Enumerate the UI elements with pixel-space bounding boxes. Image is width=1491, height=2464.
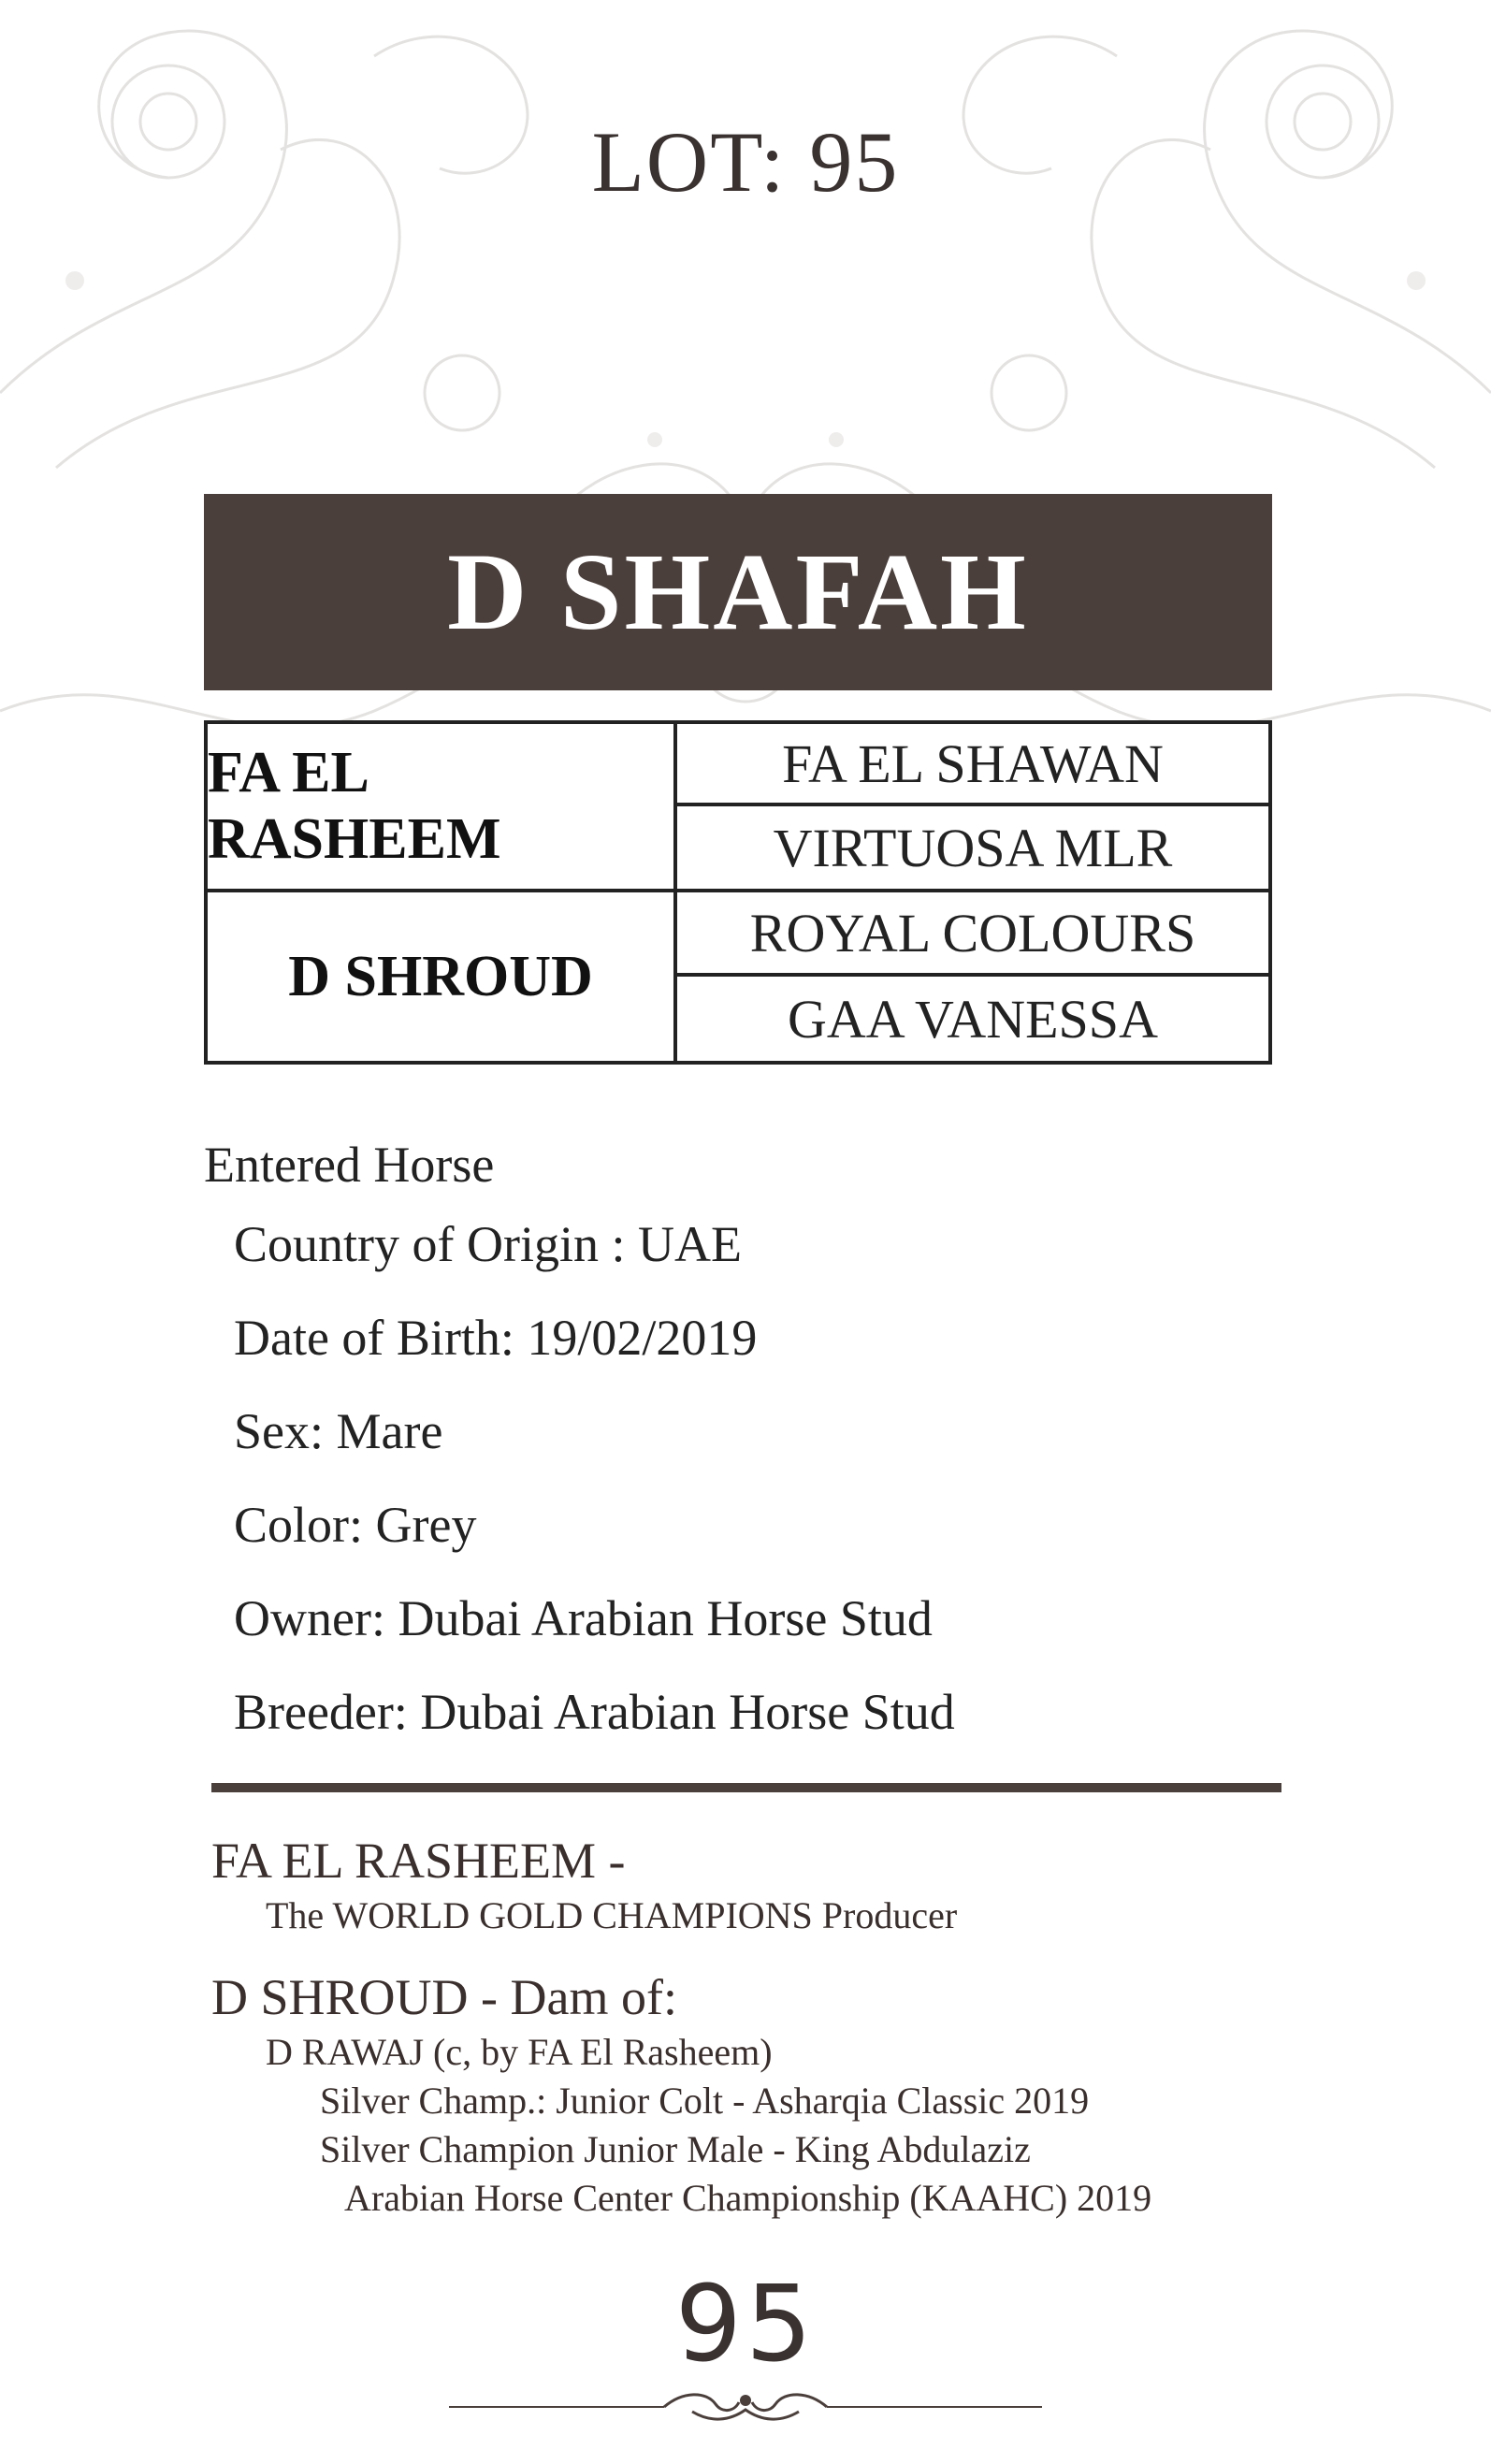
pedigree-sire-sire: FA EL SHAWAN	[677, 724, 1268, 806]
pedigree-notes	[211, 1830, 1334, 2223]
sex: Sex: Mare	[234, 1403, 443, 1459]
owner: Owner: Dubai Arabian Horse Stud	[234, 1590, 933, 1646]
page-number: 95	[674, 2264, 817, 2385]
pedigree-sire-dam: VIRTUOSA MLR	[773, 817, 1173, 878]
pedigree-sire: FA EL RASHEEM	[208, 724, 677, 892]
offspring-result-2-line-1: Silver Champion Junior Male - King Abdulaziz	[320, 2128, 1031, 2170]
country-of-origin: Country of Origin : UAE	[234, 1216, 742, 1272]
details-heading: Entered Horse	[204, 1137, 495, 1193]
sire-note-text: The WORLD GOLD CHAMPIONS Producer	[266, 1894, 958, 1936]
pedigree-dam-sire: ROYAL COLOURS	[677, 892, 1268, 977]
pedigree-sire-parents	[677, 724, 1268, 892]
pedigree-table	[204, 720, 1272, 1065]
pedigree-dam-parents	[677, 892, 1268, 1061]
flourish-ornament-icon	[449, 2384, 1042, 2430]
breeder: Breeder: Dubai Arabian Horse Stud	[234, 1684, 955, 1740]
offspring-result-1: Silver Champ.: Junior Colt - Asharqia Classic 2019	[320, 2080, 1090, 2122]
offspring-name: D RAWAJ (c, by FA El Rasheem)	[266, 2031, 773, 2073]
color: Color: Grey	[234, 1497, 477, 1553]
lot-number-title: LOT: 95	[591, 114, 900, 210]
sire-note-title: FA EL RASHEEM -	[211, 1833, 626, 1889]
pedigree-dam: D SHROUD	[208, 892, 677, 1061]
pedigree-dam-dam: GAA VANESSA	[788, 988, 1158, 1050]
horse-details	[204, 1132, 1272, 1759]
horse-name-banner: D SHAFAH	[204, 494, 1272, 690]
section-divider	[211, 1783, 1281, 1792]
dam-note-title: D SHROUD - Dam of:	[211, 1969, 677, 2025]
date-of-birth: Date of Birth: 19/02/2019	[234, 1310, 758, 1366]
offspring-result-2-line-2: Arabian Horse Center Championship (KAAHC) 2019	[344, 2177, 1152, 2219]
